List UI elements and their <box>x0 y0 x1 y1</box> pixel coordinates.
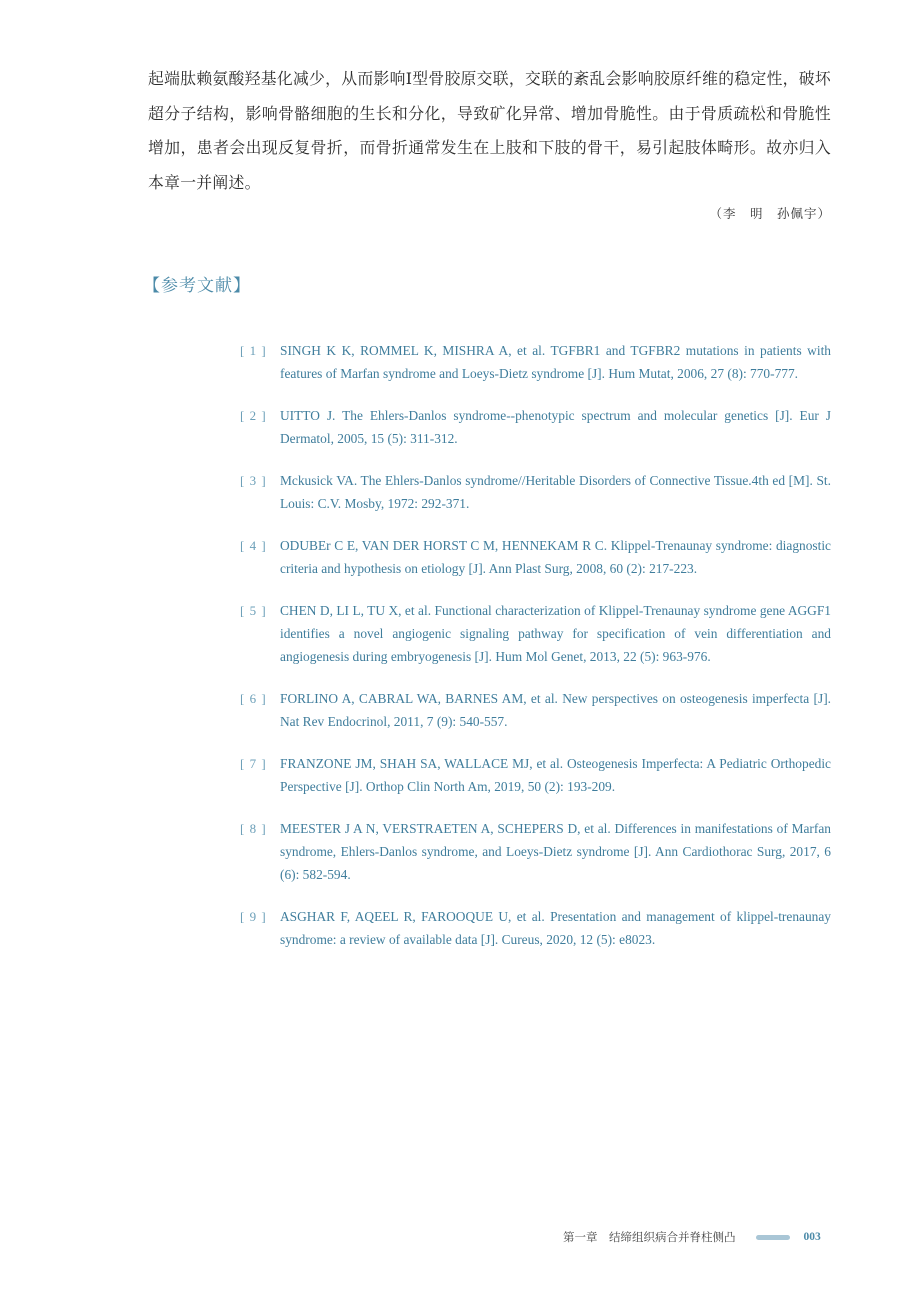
author-credit: （李 明 孙佩宇） <box>709 206 831 221</box>
reference-text: FRANZONE JM, SHAH SA, WALLACE MJ, et al. Osteogenesis Imperfecta: A Pediatric Orthopedic Perspective [J]. Orthop Clin North Am, 2019, 50 (2): 193-209. <box>280 756 831 794</box>
reference-text: ASGHAR F, AQEEL R, FAROOQUE U, et al. Presentation and management of klippel-trenaunay syndrome: a review of available data [J]. Cureus, 2020, 12 (5): e8023. <box>280 909 831 947</box>
footer-divider-bar <box>756 1235 790 1240</box>
reference-number: [ 3 ] <box>240 473 267 488</box>
references-heading: 【参考文献】 <box>143 276 251 296</box>
reference-item <box>240 905 831 951</box>
reference-text: CHEN D, LI L, TU X, et al. Functional characterization of Klippel-Trenaunay syndrome gene AGGF1 identifies a novel angiogenic signaling pathway for specification of vein differentiation and angiogenesis during embryogenesis [J]. Hum Mol Genet, 2013, 22 (5): 963-976. <box>280 603 831 664</box>
reference-text: Mckusick VA. The Ehlers-Danlos syndrome//Heritable Disorders of Connective Tissue.4th ed [M]. St. Louis: C.V. Mosby, 1972: 292-371. <box>280 473 831 511</box>
reference-number: [ 1 ] <box>240 343 267 358</box>
reference-item <box>240 687 831 733</box>
reference-number: [ 5 ] <box>240 603 267 618</box>
footer-chapter-title: 第一章 结缔组织病合并脊柱侧凸 <box>563 1230 736 1244</box>
reference-item <box>240 599 831 668</box>
reference-text: FORLINO A, CABRAL WA, BARNES AM, et al. New perspectives on osteogenesis imperfecta [J]. Nat Rev Endocrinol, 2011, 7 (9): 540-557. <box>280 691 831 729</box>
reference-text: MEESTER J A N, VERSTRAETEN A, SCHEPERS D, et al. Differences in manifestations of Marfan syndrome, Ehlers-Danlos syndrome, and Loeys-Dietz syndrome [J]. Ann Cardiothorac Surg, 2017, 6 (6): 582-594. <box>280 821 831 882</box>
reference-number: [ 7 ] <box>240 756 267 771</box>
reference-item <box>240 404 831 450</box>
reference-item <box>240 339 831 385</box>
reference-text: UITTO J. The Ehlers-Danlos syndrome--phenotypic spectrum and molecular genetics [J]. Eur J Dermatol, 2005, 15 (5): 311-312. <box>280 408 831 446</box>
reference-item <box>240 752 831 798</box>
reference-number: [ 4 ] <box>240 538 267 553</box>
body-paragraph: 起端肽赖氨酸羟基化减少，从而影响Ⅰ型骨胶原交联，交联的紊乱会影响胶原纤维的稳定性，破坏超分子结构，影响骨骼细胞的生长和分化，导致矿化异常、增加骨脆性。由于骨质疏松和骨脆性增加，患者会出现反复骨折，而骨折通常发生在上肢和下肢的骨干，易引起肢体畸形。故亦归入本章一并阐述。 <box>148 69 831 192</box>
page-number: 003 <box>803 1231 821 1243</box>
reference-text: ODUBEr C E, VAN DER HORST C M, HENNEKAM R C. Klippel-Trenaunay syndrome: diagnostic criteria and hypothesis on etiology [J]. Ann Plast Surg, 2008, 60 (2): 217-223. <box>280 538 831 576</box>
reference-item <box>240 469 831 515</box>
reference-list <box>240 339 831 970</box>
reference-item <box>240 817 831 886</box>
reference-number: [ 6 ] <box>240 691 267 706</box>
reference-number: [ 9 ] <box>240 909 267 924</box>
reference-item <box>240 534 831 580</box>
reference-number: [ 2 ] <box>240 408 267 423</box>
page-footer <box>563 1227 821 1247</box>
reference-number: [ 8 ] <box>240 821 267 836</box>
reference-text: SINGH K K, ROMMEL K, MISHRA A, et al. TGFBR1 and TGFBR2 mutations in patients with features of Marfan syndrome and Loeys-Dietz syndrome [J]. Hum Mutat, 2006, 27 (8): 770-777. <box>280 343 831 381</box>
